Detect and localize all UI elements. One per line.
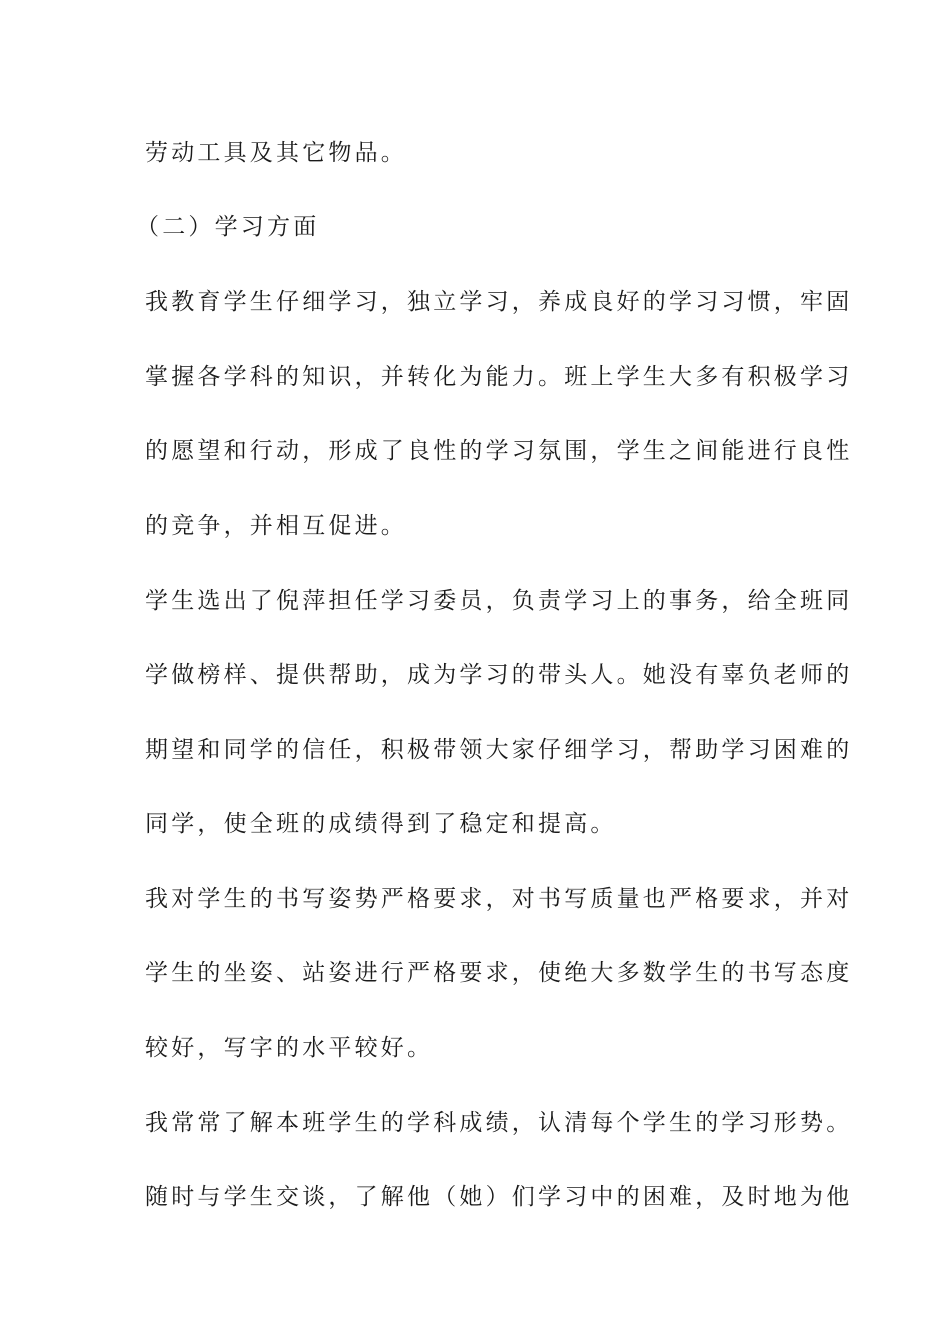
text-line: 期望和同学的信任，积极带领大家仔细学习，帮助学习困难的 (145, 737, 853, 763)
text-line: 同学，使全班的成绩得到了稳定和提高。 (145, 811, 617, 837)
text-line: 随时与学生交谈，了解他（她）们学习中的困难，及时地为他 (145, 1184, 853, 1210)
text-line: 劳动工具及其它物品。 (145, 140, 407, 166)
text-line: 学做榜样、提供帮助，成为学习的带头人。她没有辜负老师的 (145, 662, 853, 688)
section-heading: （二）学习方面 (136, 214, 320, 240)
text-line: 较好，写字的水平较好。 (145, 1035, 434, 1061)
text-line: 我对学生的书写姿势严格要求，对书写质量也严格要求，并对 (145, 886, 853, 912)
text-line: 的竞争，并相互促进。 (145, 513, 407, 539)
text-line: 掌握各学科的知识，并转化为能力。班上学生大多有积极学习 (145, 364, 853, 390)
text-line: 学生选出了倪萍担任学习委员，负责学习上的事务，给全班同 (145, 588, 853, 614)
text-line: 我教育学生仔细学习，独立学习，养成良好的学习习惯，牢固 (145, 289, 853, 315)
text-line: 我常常了解本班学生的学科成绩，认清每个学生的学习形势。 (145, 1110, 853, 1136)
text-line: 的愿望和行动，形成了良性的学习氛围，学生之间能进行良性 (145, 438, 853, 464)
text-line: 学生的坐姿、站姿进行严格要求，使绝大多数学生的书写态度 (145, 960, 853, 986)
